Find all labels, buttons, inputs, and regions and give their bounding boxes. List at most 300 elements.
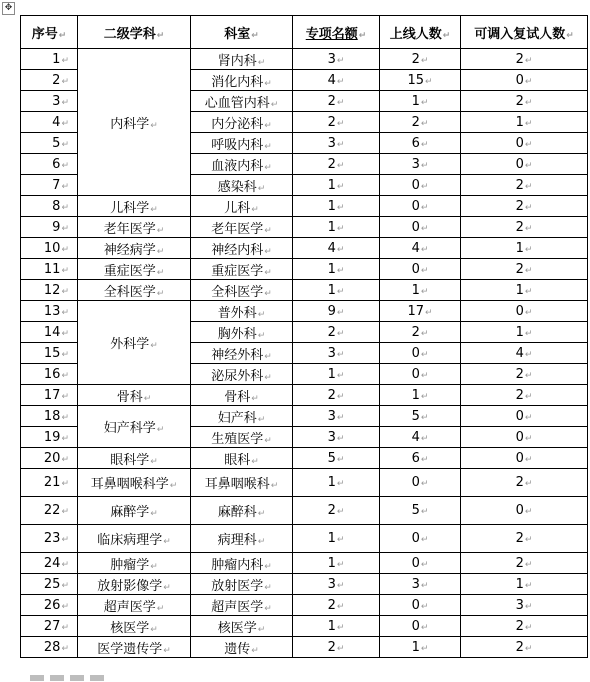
row-number-value: 21	[43, 475, 61, 490]
paragraph-mark: ↵	[524, 479, 533, 489]
table-row	[21, 280, 588, 301]
online-cell-value: 0	[411, 618, 420, 634]
subject-cell	[78, 406, 191, 448]
subject-cell-value: 耳鼻咽喉科学	[90, 477, 169, 492]
paragraph-mark: ↵	[420, 244, 429, 255]
quota-cell-value: 1	[327, 618, 336, 634]
adjust-cell	[461, 154, 588, 175]
dept-cell	[191, 525, 293, 553]
adjust-cell	[461, 49, 588, 70]
row-number	[21, 133, 78, 154]
online-cell	[380, 595, 461, 616]
paragraph-mark: ↵	[420, 265, 429, 276]
table-row	[21, 217, 588, 238]
adjust-cell-value: 2	[515, 198, 524, 214]
quota-cell	[293, 133, 380, 154]
row-number-value: 5	[52, 135, 61, 151]
adjust-cell	[461, 406, 588, 427]
paragraph-mark: ↵	[524, 244, 533, 255]
paragraph-mark: ↵	[264, 561, 272, 572]
row-number	[21, 406, 78, 427]
paragraph-mark: ↵	[524, 286, 533, 297]
quota-cell-value: 1	[327, 198, 336, 214]
dept-cell-value: 内分泌科	[211, 116, 264, 132]
quota-cell-value: 4	[327, 72, 336, 88]
online-cell	[380, 525, 461, 553]
row-number	[21, 553, 78, 574]
adjust-cell-value: 2	[515, 387, 524, 403]
paragraph-mark: ↵	[336, 139, 345, 150]
online-cell-value: 0	[411, 597, 420, 613]
subject-cell-value: 眼科学	[110, 452, 150, 468]
subject-cell	[78, 217, 191, 238]
online-cell	[380, 637, 461, 658]
paragraph-mark: ↵	[336, 223, 345, 234]
dept-cell-value: 眼科	[224, 452, 251, 468]
paragraph-mark: ↵	[524, 118, 533, 129]
paragraph-mark: ↵	[257, 414, 266, 425]
paragraph-mark: ↵	[524, 97, 533, 108]
row-number-value: 2	[52, 72, 61, 88]
subject-cell	[78, 497, 191, 525]
dept-cell-value: 超声医学	[211, 599, 264, 615]
adjust-cell-value: 0	[515, 135, 524, 151]
row-number	[21, 322, 78, 343]
row-number	[21, 616, 78, 637]
subject-cell	[78, 301, 191, 385]
online-cell-value: 15	[407, 72, 424, 88]
paragraph-mark: ↵	[524, 580, 533, 591]
online-cell	[380, 154, 461, 175]
paragraph-mark: ↵	[61, 535, 69, 545]
paragraph-mark: ↵	[61, 265, 69, 276]
quota-cell-value: 1	[327, 366, 336, 382]
paragraph-mark: ↵	[257, 509, 266, 519]
paragraph-mark: ↵	[336, 412, 345, 423]
dept-cell-value: 耳鼻咽喉科	[204, 477, 270, 492]
online-cell	[380, 196, 461, 217]
dept-cell-value: 消化内科	[211, 74, 264, 90]
row-number-value: 20	[43, 450, 61, 466]
table-row	[21, 406, 588, 427]
paragraph-mark: ↵	[524, 433, 533, 444]
quota-cell	[293, 448, 380, 469]
paragraph-mark: ↵	[61, 76, 69, 87]
subject-cell-value: 内科学	[110, 116, 150, 132]
paragraph-mark: ↵	[336, 580, 345, 591]
paragraph-mark: ↵	[336, 433, 345, 444]
dept-cell	[191, 301, 293, 322]
paragraph-mark: ↵	[61, 223, 69, 234]
paragraph-mark: ↵	[257, 624, 266, 635]
subject-cell-value: 临床病理学	[97, 533, 163, 548]
row-number-value: 3	[52, 93, 61, 109]
adjust-cell	[461, 595, 588, 616]
subject-cell	[78, 553, 191, 574]
adjust-cell-value: 2	[515, 475, 524, 490]
row-number-value: 15	[43, 345, 61, 361]
online-cell	[380, 91, 461, 112]
header-subject: 二级学科↵	[78, 16, 191, 49]
online-cell-value: 0	[411, 219, 420, 235]
paragraph-mark: ↵	[336, 244, 345, 255]
row-number	[21, 70, 78, 91]
paragraph-mark: ↵	[270, 99, 279, 110]
table-row	[21, 553, 588, 574]
dept-cell-value: 生殖医学	[211, 431, 264, 447]
paragraph-mark: ↵	[61, 349, 69, 360]
adjust-cell	[461, 238, 588, 259]
adjust-cell-value: 0	[515, 408, 524, 424]
subject-cell	[78, 469, 191, 497]
dept-cell-value: 麻醉科	[217, 505, 257, 520]
subject-cell-value: 骨科	[116, 389, 143, 405]
dept-cell-value: 核医学	[217, 620, 257, 636]
paragraph-mark: ↵	[524, 76, 533, 87]
paragraph-mark: ↵	[61, 391, 69, 402]
subject-cell-value: 全科医学	[103, 284, 156, 300]
paragraph-mark: ↵	[163, 537, 171, 547]
online-cell-value: 17	[407, 303, 424, 319]
paragraph-mark: ↵	[425, 307, 433, 318]
adjust-cell-value: 0	[515, 429, 524, 445]
table-row	[21, 196, 588, 217]
row-number-value: 22	[43, 503, 61, 518]
paragraph-mark: ↵	[61, 580, 69, 591]
paragraph-mark: ↵	[156, 225, 165, 236]
dept-cell	[191, 427, 293, 448]
quota-cell	[293, 49, 380, 70]
paragraph-mark: ↵	[336, 479, 345, 489]
quota-cell	[293, 553, 380, 574]
quota-cell	[293, 301, 380, 322]
quota-cell-value: 1	[327, 177, 336, 193]
table-row	[21, 637, 588, 658]
online-cell	[380, 49, 461, 70]
row-number	[21, 49, 78, 70]
paragraph-mark: ↵	[420, 160, 429, 171]
paragraph-mark: ↵	[336, 643, 345, 654]
paragraph-mark: ↵	[420, 535, 429, 545]
adjust-cell-value: 1	[515, 240, 524, 256]
adjust-cell	[461, 280, 588, 301]
table-row	[21, 385, 588, 406]
adjust-cell-value: 2	[515, 531, 524, 546]
quota-cell	[293, 385, 380, 406]
online-cell-value: 0	[411, 177, 420, 193]
paragraph-mark: ↵	[524, 160, 533, 171]
paragraph-mark: ↵	[251, 204, 259, 215]
dept-cell-value: 骨科	[224, 389, 251, 405]
adjust-cell	[461, 497, 588, 525]
row-number	[21, 280, 78, 301]
table-move-handle[interactable]: ✥	[2, 2, 15, 15]
dept-cell	[191, 154, 293, 175]
dept-cell-value: 感染科	[217, 179, 257, 195]
quota-cell-value: 1	[327, 475, 336, 490]
quota-cell-value: 3	[327, 429, 336, 445]
paragraph-mark: ↵	[336, 118, 345, 129]
dept-cell	[191, 469, 293, 497]
row-number-value: 1	[52, 51, 61, 67]
subject-cell	[78, 196, 191, 217]
table-row	[21, 595, 588, 616]
online-cell	[380, 364, 461, 385]
dept-cell	[191, 637, 293, 658]
paragraph-mark: ↵	[420, 622, 429, 633]
online-cell	[380, 427, 461, 448]
paragraph-mark: ↵	[524, 559, 533, 570]
dept-cell	[191, 280, 293, 301]
row-number-value: 24	[43, 555, 61, 571]
dept-cell	[191, 616, 293, 637]
subject-cell	[78, 280, 191, 301]
row-number-value: 10	[43, 240, 61, 256]
paragraph-mark: ↵	[336, 349, 345, 360]
paragraph-mark: ↵	[524, 202, 533, 213]
quota-cell-value: 2	[327, 156, 336, 172]
subject-cell-value: 医学遗传学	[97, 641, 163, 657]
row-number-value: 18	[43, 408, 61, 424]
row-number-value: 28	[43, 639, 61, 655]
adjust-cell	[461, 385, 588, 406]
paragraph-mark: ↵	[336, 507, 345, 517]
paragraph-mark: ↵	[61, 433, 69, 444]
paragraph-mark: ↵	[336, 370, 345, 381]
online-cell	[380, 497, 461, 525]
adjust-cell	[461, 343, 588, 364]
dept-cell	[191, 196, 293, 217]
adjust-cell	[461, 427, 588, 448]
quota-cell-value: 1	[327, 531, 336, 546]
paragraph-mark: ↵	[420, 643, 429, 654]
paragraph-mark: ↵	[420, 370, 429, 381]
paragraph-mark: ↵	[61, 139, 69, 150]
quota-cell-value: 3	[327, 51, 336, 67]
paragraph-mark: ↵	[257, 330, 266, 341]
paragraph-mark: ↵	[61, 160, 69, 171]
quota-cell	[293, 497, 380, 525]
paragraph-mark: ↵	[524, 535, 533, 545]
adjust-cell-value: 2	[515, 366, 524, 382]
row-number-value: 25	[43, 576, 61, 592]
paragraph-mark: ↵	[150, 561, 158, 572]
adjust-cell	[461, 469, 588, 497]
paragraph-mark: ↵	[524, 507, 533, 517]
paragraph-mark: ↵	[420, 202, 429, 213]
header-online: 上线人数↵	[380, 16, 461, 49]
subject-cell-value: 儿科学	[110, 200, 150, 216]
adjust-cell	[461, 196, 588, 217]
subject-cell	[78, 525, 191, 553]
paragraph-mark: ↵	[336, 76, 345, 87]
quota-cell	[293, 343, 380, 364]
quota-cell	[293, 154, 380, 175]
row-number	[21, 364, 78, 385]
adjust-cell-value: 1	[515, 576, 524, 592]
row-number	[21, 525, 78, 553]
paragraph-mark: ↵	[251, 456, 259, 467]
row-number	[21, 175, 78, 196]
paragraph-mark: ↵	[524, 181, 533, 192]
online-cell-value: 0	[411, 261, 420, 277]
adjust-cell-value: 2	[515, 555, 524, 571]
dept-cell-value: 血液内科	[211, 158, 264, 174]
paragraph-mark: ↵	[169, 481, 178, 491]
paragraph-mark: ↵	[150, 509, 158, 519]
subject-cell	[78, 574, 191, 595]
online-cell-value: 2	[411, 51, 420, 67]
paragraph-mark: ↵	[336, 307, 345, 318]
paragraph-mark: ↵	[336, 286, 345, 297]
row-number-value: 11	[43, 261, 61, 277]
table-row	[21, 616, 588, 637]
row-number	[21, 112, 78, 133]
row-number-value: 4	[52, 114, 61, 130]
paragraph-mark: ↵	[336, 265, 345, 276]
paragraph-mark: ↵	[251, 645, 259, 656]
table-row	[21, 574, 588, 595]
adjust-cell-value: 1	[515, 114, 524, 130]
paragraph-mark: ↵	[156, 425, 165, 435]
paragraph-mark: ↵	[156, 267, 165, 278]
paragraph-mark: ↵	[61, 118, 69, 129]
online-cell	[380, 238, 461, 259]
adjust-cell-value: 0	[515, 303, 524, 319]
row-number-value: 9	[52, 219, 61, 235]
quota-cell	[293, 525, 380, 553]
quota-cell-value: 1	[327, 261, 336, 277]
online-cell	[380, 70, 461, 91]
cropped-footer-text	[30, 674, 180, 682]
dept-cell	[191, 553, 293, 574]
paragraph-mark: ↵	[61, 55, 69, 66]
adjust-cell-value: 2	[515, 639, 524, 655]
row-number-value: 23	[43, 531, 61, 546]
quota-cell-value: 1	[327, 219, 336, 235]
dept-cell-value: 神经内科	[211, 242, 264, 258]
dept-cell	[191, 322, 293, 343]
paragraph-mark: ↵	[336, 622, 345, 633]
paragraph-mark: ↵	[524, 55, 533, 66]
subject-cell-value: 妇产科学	[103, 421, 156, 436]
paragraph-mark: ↵	[420, 412, 429, 423]
paragraph-mark: ↵	[264, 372, 272, 383]
online-cell-value: 0	[411, 366, 420, 382]
paragraph-mark: ↵	[264, 141, 272, 152]
paragraph-mark: ↵	[524, 307, 533, 318]
quota-cell-value: 9	[327, 303, 336, 319]
row-number	[21, 595, 78, 616]
paragraph-mark: ↵	[420, 328, 429, 339]
adjust-cell	[461, 259, 588, 280]
online-cell	[380, 301, 461, 322]
paragraph-mark: ↵	[264, 246, 272, 257]
subject-cell-value: 老年医学	[103, 221, 156, 237]
quota-cell-value: 3	[327, 135, 336, 151]
quota-cell-value: 1	[327, 555, 336, 571]
paragraph-mark: ↵	[524, 370, 533, 381]
paragraph-mark: ↵	[270, 481, 279, 491]
online-cell	[380, 553, 461, 574]
paragraph-mark: ↵	[420, 559, 429, 570]
row-number	[21, 238, 78, 259]
quota-cell	[293, 406, 380, 427]
quota-cell-value: 2	[327, 503, 336, 518]
row-number	[21, 385, 78, 406]
header-quota: 专项名额↵	[293, 16, 380, 49]
paragraph-mark: ↵	[251, 393, 259, 404]
adjust-cell	[461, 364, 588, 385]
adjust-cell-value: 2	[515, 93, 524, 109]
paragraph-mark: ↵	[150, 204, 158, 215]
quota-cell	[293, 112, 380, 133]
paragraph-mark: ↵	[524, 643, 533, 654]
subject-cell	[78, 259, 191, 280]
paragraph-mark: ↵	[264, 603, 272, 614]
adjust-cell-value: 3	[515, 597, 524, 613]
paragraph-mark: ↵	[61, 479, 69, 489]
adjust-cell-value: 2	[515, 177, 524, 193]
adjust-cell-value: 1	[515, 282, 524, 298]
row-number	[21, 343, 78, 364]
table-row	[21, 525, 588, 553]
paragraph-mark: ↵	[150, 624, 158, 635]
subject-cell	[78, 616, 191, 637]
subject-cell-value: 麻醉学	[110, 505, 150, 520]
online-cell	[380, 448, 461, 469]
online-cell-value: 3	[411, 156, 420, 172]
paragraph-mark: ↵	[156, 246, 165, 257]
paragraph-mark: ↵	[336, 181, 345, 192]
online-cell	[380, 322, 461, 343]
subject-cell	[78, 595, 191, 616]
row-number-value: 17	[43, 387, 61, 403]
paragraph-mark: ↵	[420, 349, 429, 360]
paragraph-mark: ↵	[61, 507, 69, 517]
row-number-value: 12	[43, 282, 61, 298]
dept-cell-value: 病理科	[217, 533, 257, 548]
online-cell	[380, 133, 461, 154]
paragraph-mark: ↵	[61, 601, 69, 612]
row-number-value: 16	[43, 366, 61, 382]
paragraph-mark: ↵	[264, 225, 272, 236]
subject-cell-value: 重症医学	[103, 263, 156, 279]
paragraph-mark: ↵	[264, 120, 272, 131]
dept-cell	[191, 70, 293, 91]
dept-cell-value: 妇产科	[217, 410, 257, 426]
paragraph-mark: ↵	[61, 559, 69, 570]
paragraph-mark: ↵	[336, 454, 345, 465]
quota-cell-value: 3	[327, 345, 336, 361]
paragraph-mark: ↵	[336, 55, 345, 66]
row-number	[21, 259, 78, 280]
quota-cell	[293, 217, 380, 238]
header-dept: 科室↵	[191, 16, 293, 49]
dept-cell-value: 遗传	[224, 641, 251, 657]
online-cell-value: 3	[411, 576, 420, 592]
online-cell-value: 2	[411, 324, 420, 340]
quota-cell	[293, 196, 380, 217]
online-cell	[380, 574, 461, 595]
quota-cell	[293, 259, 380, 280]
paragraph-mark: ↵	[336, 97, 345, 108]
quota-cell-value: 3	[327, 408, 336, 424]
paragraph-mark: ↵	[524, 223, 533, 234]
paragraph-mark: ↵	[425, 76, 433, 87]
dept-cell	[191, 133, 293, 154]
paragraph-mark: ↵	[524, 139, 533, 150]
